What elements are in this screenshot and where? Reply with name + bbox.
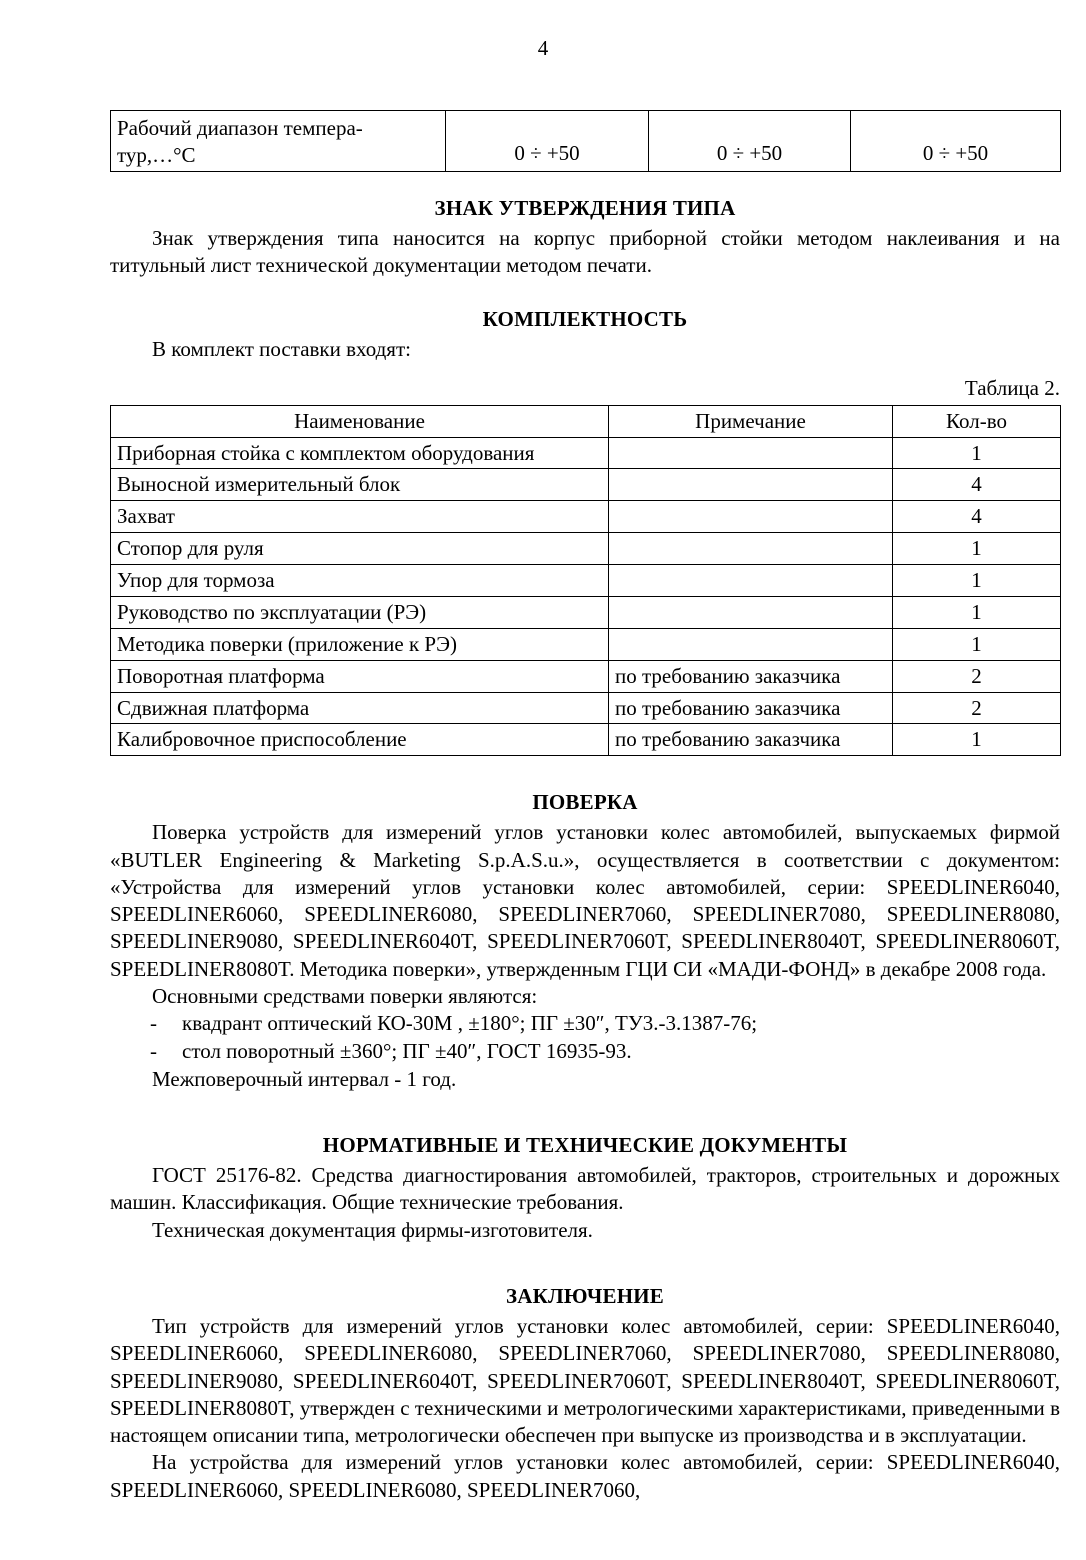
cell-qty: 2 bbox=[893, 692, 1061, 724]
completeness-table-body bbox=[111, 437, 1061, 756]
table-row bbox=[111, 596, 1061, 628]
cell-qty: 1 bbox=[893, 724, 1061, 756]
cell-name: Захват bbox=[111, 501, 609, 533]
table-row bbox=[111, 724, 1061, 756]
table-row bbox=[111, 628, 1061, 660]
list-item-text: стол поворотный ±360°; ПГ ±40″, ГОСТ 16935-93. bbox=[182, 1039, 632, 1064]
table-caption-2: Таблица 2. bbox=[964, 375, 1060, 400]
conclusion-paragraph-1: Тип устройств для измерений углов установки колес автомобилей, серии: SPEEDLINER6040, SPEEDLINER6060, SPEEDLINER6080, SPEEDLINER7060, SPEEDLINER7080, SPEEDLINER8080, SPEEDLINER9080, SPEEDLINER6040T, SPEEDLINER7060T, SPEEDLINER8040T, SPEEDLINER8060T, SPEEDLINER8080T, утвержден с техническими и метрологическими характеристиками, приведенными в настоящем описании типа, метрологически обеспечен при выпуске из производства и в эксплуатации. bbox=[110, 1313, 1060, 1448]
completeness-intro: В комплект поставки входят: bbox=[152, 337, 411, 362]
cell-qty: 1 bbox=[893, 437, 1061, 469]
temperature-range-label-line1: Рабочий диапазон темпера- bbox=[117, 116, 363, 140]
temperature-range-label-line2: тур,…°С bbox=[117, 142, 196, 167]
table-header-row bbox=[111, 405, 1061, 437]
cell-qty: 1 bbox=[893, 565, 1061, 597]
cell-name: Упор для тормоза bbox=[111, 565, 609, 597]
list-item bbox=[110, 1038, 1060, 1066]
table-row bbox=[111, 660, 1061, 692]
verification-paragraph-1: Поверка устройств для измерений углов установки колес автомобилей, выпускаемых фирмой «BUTLER Engineering & Marketing S.p.A.S.u.», осуществляется в соответствии с документом: «Устройства для измерений углов установки колес автомобилей, серии: SPEEDLINER6040, SPEEDLINER6060, SPEEDLINER6080, SPEEDLINER7060, SPEEDLINER7080, SPEEDLINER8080, SPEEDLINER9080, SPEEDLINER6040T, SPEEDLINER7060T, SPEEDLINER8040T, SPEEDLINER8060T, SPEEDLINER8080T. Методика поверки», утвержденным ГЦИ СИ «МАДИ-ФОНД» в декабре 2008 года. bbox=[110, 820, 1060, 981]
temperature-range-label bbox=[111, 111, 446, 172]
cell-qty: 2 bbox=[893, 660, 1061, 692]
table-row bbox=[111, 437, 1061, 469]
table-row bbox=[111, 501, 1061, 533]
cell-note bbox=[609, 628, 893, 660]
cell-qty: 1 bbox=[893, 596, 1061, 628]
cell-qty: 1 bbox=[893, 628, 1061, 660]
cell-note bbox=[609, 469, 893, 501]
temperature-value-3: 0 ÷ +50 bbox=[851, 111, 1061, 172]
temperature-value-1: 0 ÷ +50 bbox=[446, 111, 649, 172]
cell-name: Приборная стойка с комплектом оборудования bbox=[111, 437, 609, 469]
normative-paragraph-1: ГОСТ 25176-82. Средства диагностирования автомобилей, тракторов, строительных и дорожных машин. Классификация. Общие технические требования. bbox=[110, 1163, 1060, 1215]
verification-means-list bbox=[110, 1010, 1060, 1065]
section-title-completeness: КОМПЛЕКТНОСТЬ bbox=[482, 307, 688, 332]
table-row bbox=[111, 692, 1061, 724]
column-header-note: Примечание bbox=[609, 405, 893, 437]
cell-name: Поворотная платформа bbox=[111, 660, 609, 692]
cell-note bbox=[609, 437, 893, 469]
verification-paragraph-3: Межповерочный интервал - 1 год. bbox=[152, 1066, 457, 1091]
page-content bbox=[110, 110, 1060, 1504]
normative-paragraph-2: Техническая документация фирмы-изготовителя. bbox=[152, 1217, 593, 1242]
page-number: 4 bbox=[537, 36, 549, 60]
column-header-name: Наименование bbox=[111, 405, 609, 437]
cell-name: Сдвижная платформа bbox=[111, 692, 609, 724]
cell-note bbox=[609, 565, 893, 597]
cell-note: по требованию заказчика bbox=[609, 692, 893, 724]
cell-name: Выносной измерительный блок bbox=[111, 469, 609, 501]
cell-name: Калибровочное приспособление bbox=[111, 724, 609, 756]
cell-note: по требованию заказчика bbox=[609, 724, 893, 756]
cell-note bbox=[609, 501, 893, 533]
cell-qty: 4 bbox=[893, 501, 1061, 533]
conclusion-paragraph-2: На устройства для измерений углов установки колес автомобилей, серии: SPEEDLINER6040, SPEEDLINER6060, SPEEDLINER6080, SPEEDLINER7060, bbox=[110, 1450, 1060, 1502]
table-row bbox=[111, 111, 1061, 172]
list-item-text: квадрант оптический КО-30М , ±180°; ПГ ±30″, ТУ3.-3.1387-76; bbox=[182, 1011, 758, 1036]
section-title-type-mark: ЗНАК УТВЕРЖДЕНИЯ ТИПА bbox=[434, 195, 736, 220]
cell-name: Стопор для руля bbox=[111, 533, 609, 565]
temperature-range-table bbox=[110, 110, 1061, 172]
section-title-conclusion: ЗАКЛЮЧЕНИЕ bbox=[505, 1283, 665, 1308]
table-row bbox=[111, 565, 1061, 597]
completeness-table bbox=[110, 405, 1061, 757]
section-title-normative: НОРМАТИВНЫЕ И ТЕХНИЧЕСКИЕ ДОКУМЕНТЫ bbox=[322, 1133, 848, 1158]
temperature-value-2: 0 ÷ +50 bbox=[649, 111, 851, 172]
cell-note: по требованию заказчика bbox=[609, 660, 893, 692]
cell-note bbox=[609, 533, 893, 565]
verification-paragraph-2: Основными средствами поверки являются: bbox=[152, 984, 538, 1009]
list-dash-marker: - bbox=[150, 1039, 157, 1064]
table-row bbox=[111, 469, 1061, 501]
cell-name: Руководство по эксплуатации (РЭ) bbox=[111, 596, 609, 628]
section-title-verification: ПОВЕРКА bbox=[532, 790, 638, 815]
cell-qty: 1 bbox=[893, 533, 1061, 565]
list-dash-marker: - bbox=[150, 1011, 157, 1036]
list-item bbox=[110, 1010, 1060, 1038]
cell-qty: 4 bbox=[893, 469, 1061, 501]
table-row bbox=[111, 533, 1061, 565]
type-mark-paragraph: Знак утверждения типа наносится на корпус приборной стойки методом наклеивания и на титульный лист технической документации методом печати. bbox=[110, 225, 1060, 278]
cell-name: Методика поверки (приложение к РЭ) bbox=[111, 628, 609, 660]
cell-note bbox=[609, 596, 893, 628]
column-header-qty: Кол-во bbox=[893, 405, 1061, 437]
